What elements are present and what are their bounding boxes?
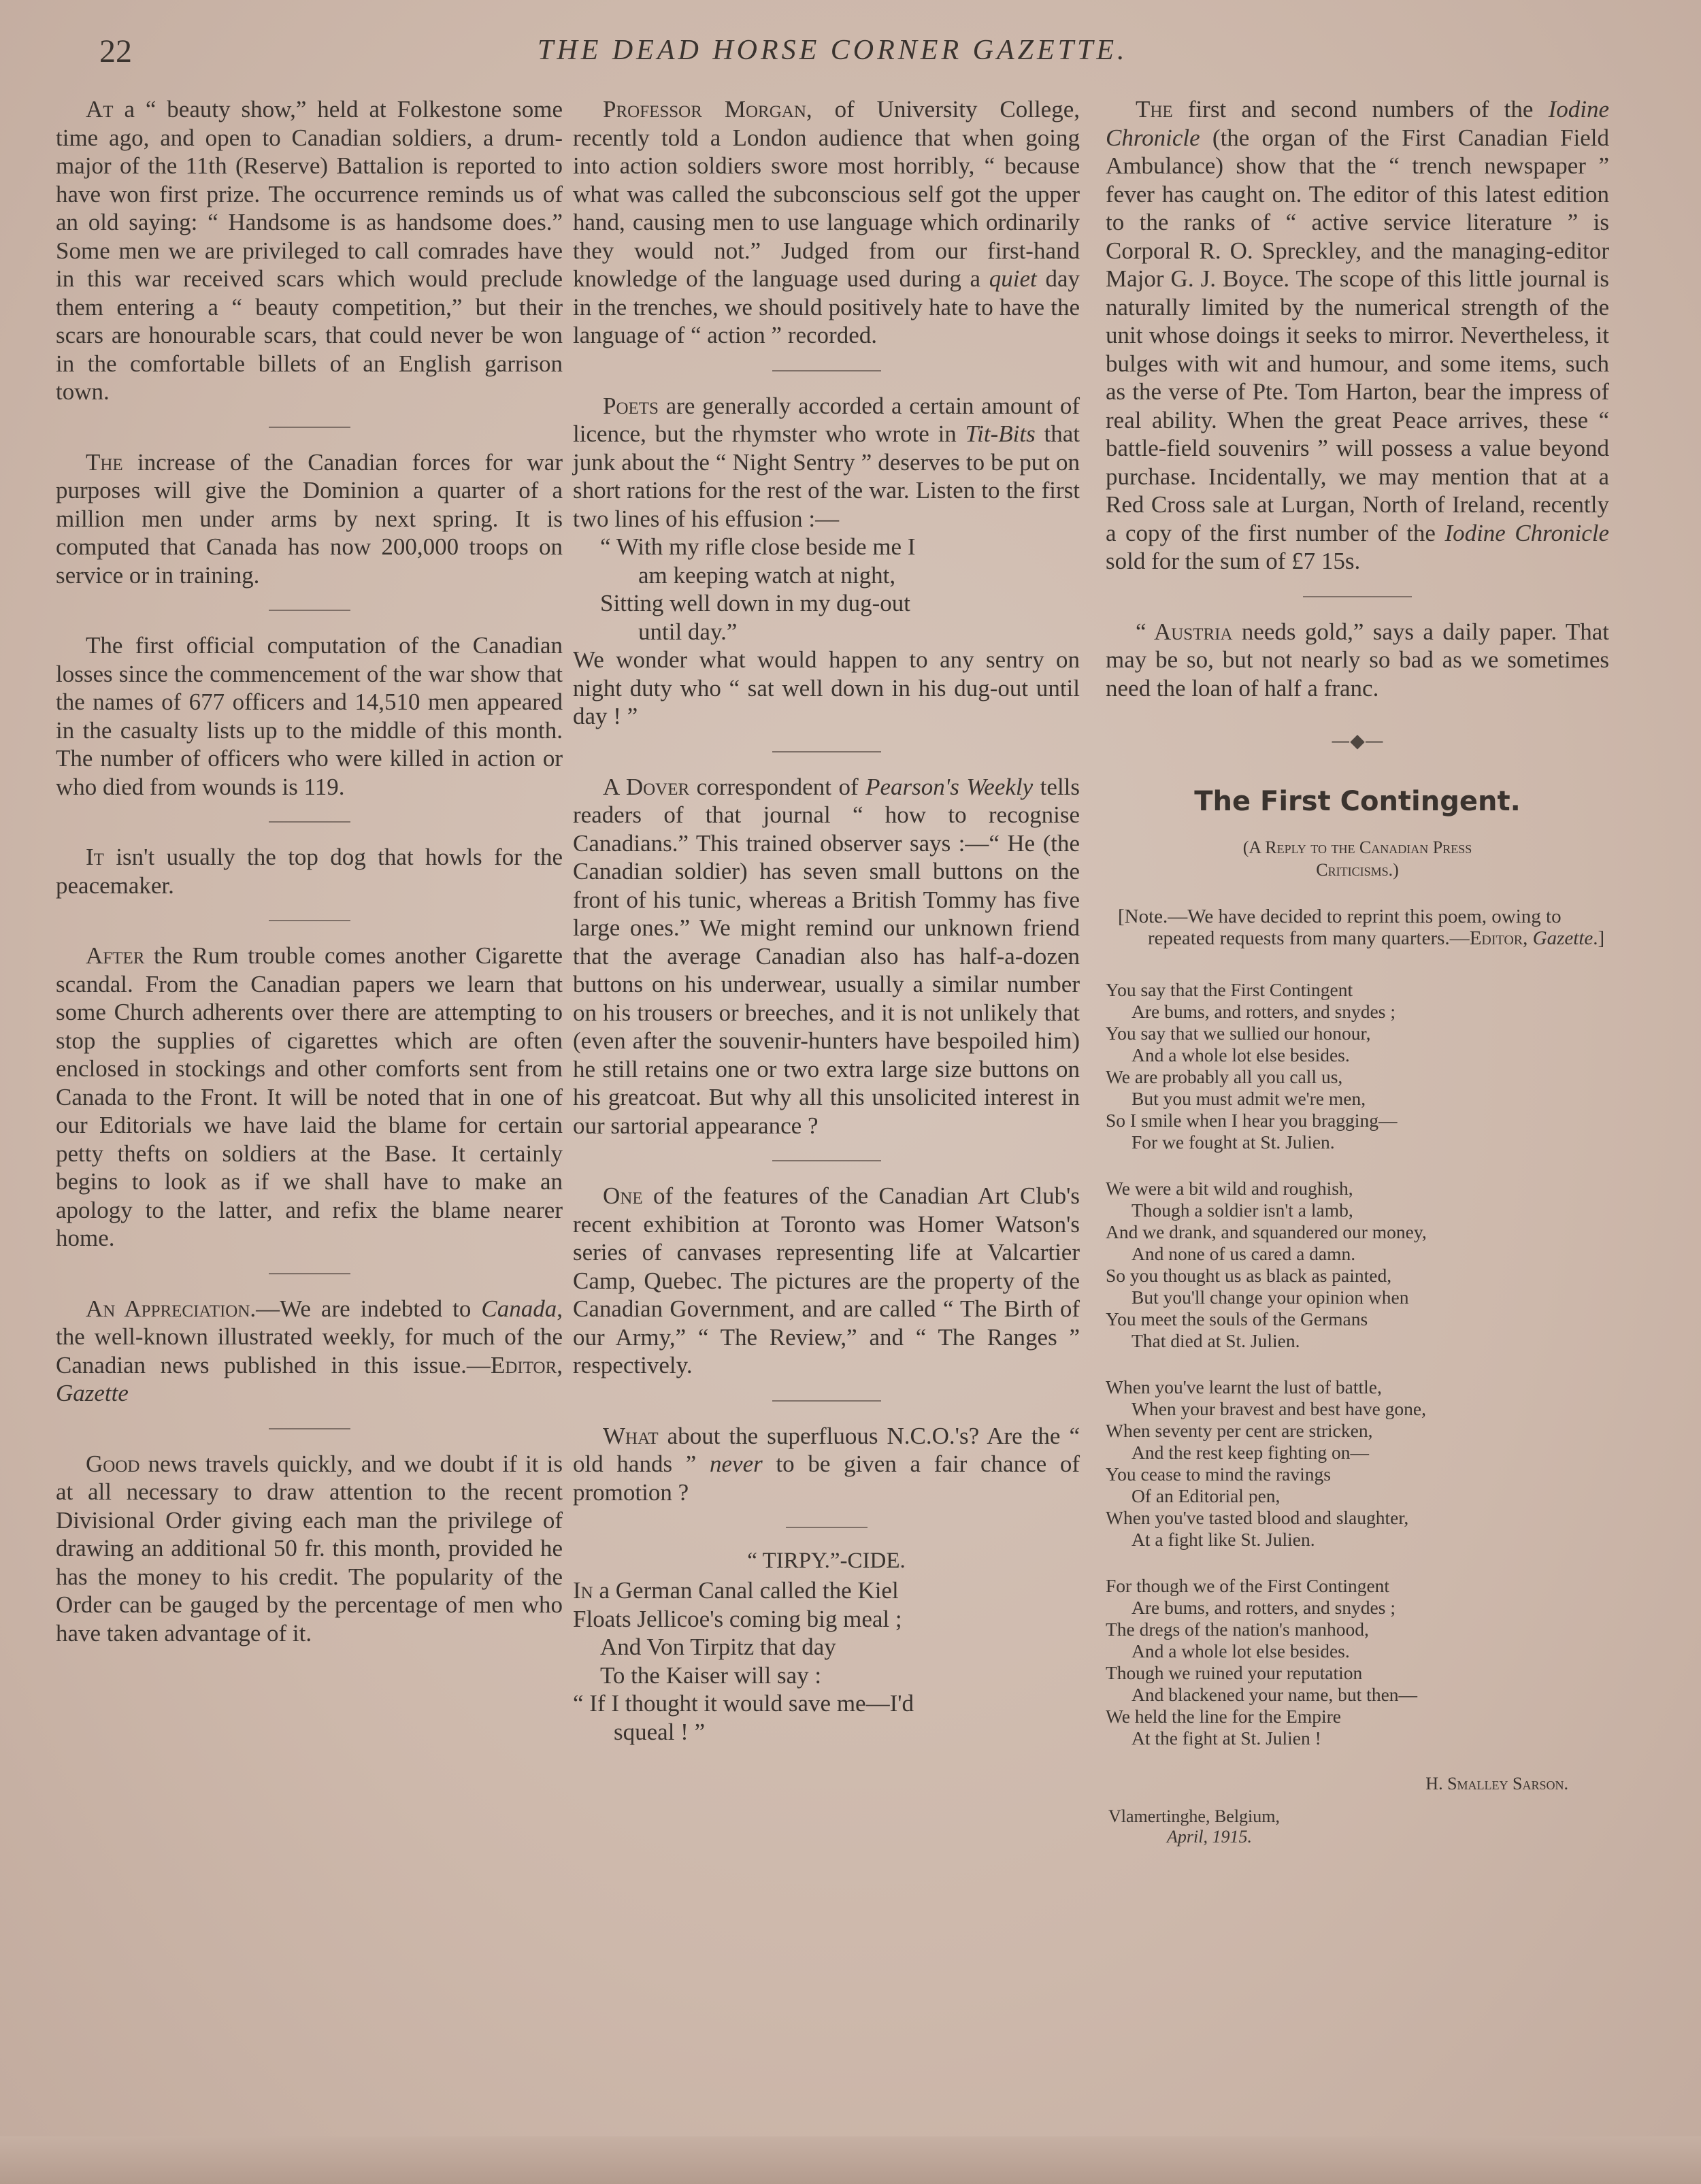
divider bbox=[772, 1400, 881, 1402]
article-iodine-chronicle: The first and second numbers of the Iodine Chronicle (the organ of the First Canadian Field Ambulance) show that the “ trench newspaper ” fever has caught on. The editor of this latest edition to the ranks of “ active service literature ” is Corporal R. O. Spreckley, and the managing-editor Major G. J. Boyce. The scope of this little journal is naturally limited by the numerical strength of the unit whose doings it seeks to mirror. Nevertheless, it bulges with wit and humour, and some items, such as the verse of Pte. Tom Harton, bear the impress of real ability. When the great Peace arrives, these “ battle-field souvenirs ” will possess a value beyond purchase. Incidentally, we may mention that at a Red Cross sale at Lurgan, North of Ireland, recently a copy of the first number of the Iodine Chronicle sold for the sum of £7 15s. bbox=[1106, 96, 1609, 574]
column-1 bbox=[56, 95, 563, 1647]
poem-editor-note: [Note.—We have decided to reprint this poem, owing to repeated requests from many quarters.—Editor, Gazette.] bbox=[1118, 906, 1605, 949]
poem-place: Vlamertinghe, Belgium, bbox=[1108, 1806, 1281, 1826]
divider bbox=[772, 1160, 881, 1161]
article-canadian-losses: The first official computation of the Canadian losses since the commencement of the war show that the names of 677 officers and 14,510 men appeared in the casualty lists up to the middle of this month. The number of officers who were killed in action or who died from wounds is 119. bbox=[56, 632, 563, 800]
column-2 bbox=[573, 95, 1080, 1746]
gazette-title: THE DEAD HORSE CORNER GAZETTE. bbox=[538, 35, 1128, 66]
article-dover-correspondent: A Dover correspondent of Pearson's Weekly tells readers of that journal “ how to recognise Canadians.” This trained observer says :—“ He (the Canadian soldier) has seven small buttons on the front of his tunic, whereas a British Tommy has five large ones.” We might remind our unknown friend that the average Canadian also has half-a-dozen buttons on his underwear, usually a similar number on his trousers or breeches, and it is not unlikely that (even after the souvenir-hunters have bespoiled him) he still retains one or two extra large size buttons on his greatcoat. But why all this unsolicited interest in our sartorial appearance ? bbox=[573, 773, 1080, 1139]
ornament-divider: —◆— bbox=[1331, 729, 1384, 752]
divider bbox=[772, 370, 881, 371]
article-top-dog: It isn't usually the top dog that howls for the peacemaker. bbox=[56, 844, 563, 899]
tirpy-title: “ TIRPY.”-CIDE. bbox=[747, 1549, 906, 1573]
article-poets: Poets are generally accorded a certain amount of licence, but the rhymster who wrote in Tit-Bits that junk about the “ Night Sentry ” deserves to be put on short rations for the rest of the war. Listen to the first two lines of his effusion :— bbox=[573, 392, 1080, 532]
divider bbox=[269, 920, 350, 921]
divider bbox=[269, 610, 350, 611]
article-good-news: Good news travels quickly, and we doubt if it is at all necessary to draw attention to the recent Divisional Order giving each man the privilege of drawing an additional 50 fr. this month, provided he has the money to his credit. The popularity of the Order can be gauged by the percentage of men who have taken advantage of it. bbox=[56, 1450, 563, 1647]
page-number: 22 bbox=[99, 33, 132, 69]
tirpy-verse: In a German Canal called the Kiel Floats Jellicoe's coming big meal ; And Von Tirpitz that day To the Kaiser will say : “ If I thought it would save me—I'd squeal ! ” bbox=[573, 1577, 914, 1745]
night-sentry-verse: “ With my rifle close beside me I am keeping watch at night, Sitting well down in my dug-out until day.” bbox=[600, 533, 916, 645]
article-professor-morgan: Professor Morgan, of University College, recently told a London audience that when going into action soldiers swore most horribly, “ because what was called the subconscious self got the upper hand, causing men to use language which ordinarily they would not.” Judged from our first-hand knowledge of the language used during a quiet day in the trenches, we should positively hate to have the language of “ action ” recorded. bbox=[573, 96, 1080, 348]
article-austria: “ Austria needs gold,” says a daily paper. That may be so, but not nearly so bad as we sometimes need the loan of half a franc. bbox=[1106, 618, 1609, 701]
divider bbox=[269, 1428, 350, 1429]
poem-author: H. Smalley Sarson. bbox=[1425, 1774, 1568, 1793]
divider bbox=[269, 821, 350, 823]
poem-subtitle: (A Reply to the Canadian Press Criticisms.) bbox=[1242, 838, 1472, 880]
poem-stanza: For though we of the First Contingent Are bums, and rotters, and snydes ; The dregs of the nation's manhood, And a whole lot else besides. Though we ruined your reputation And blackened your name, but then— We held the line for the Empire At the fight at St. Julien ! bbox=[1106, 1575, 1418, 1749]
article-canadian-forces: The increase of the Canadian forces for war purposes will give the Dominion a quarter of a million men under arms by next spring. It is computed that Canada has now 200,000 troops on service or in training. bbox=[56, 448, 563, 589]
poem-title: The First Contingent. bbox=[1194, 786, 1521, 817]
article-poets-continued: We wonder what would happen to any sentry on night duty who “ sat well down in his dug-out until day ! ” bbox=[573, 646, 1080, 729]
poem-stanza: You say that the First Contingent Are bums, and rotters, and snydes ; You say that we sullied our honour, And a whole lot else besides. We are probably all you call us, But you must admit we're men, So I smile when I hear you bragging— For we fought at St. Julien. bbox=[1106, 979, 1398, 1153]
article-cigarette-scandal: After the Rum trouble comes another Cigarette scandal. From the Canadian papers we learn that some Church adherents over there are attempting to stop the supplies of cigarettes which are often enclosed in stockings and other comforts sent from Canada to the Front. It will be noted that in one of our Editorials we have laid the blame for certain petty thefts on soldiers at the Base. It certainly begins to look as if we shall have to make an apology to the latter, and refix the blame nearer home. bbox=[56, 942, 563, 1251]
article-appreciation: An Appreciation.—We are indebted to Canada, the well-known illustrated weekly, for much of the Canadian news published in this issue.—Editor, Gazette bbox=[56, 1295, 563, 1406]
divider bbox=[269, 1273, 350, 1274]
article-beauty-show: At a “ beauty show,” held at Folkestone some time ago, and open to Canadian soldiers, a drum-major of the 11th (Reserve) Battalion is reported to have won first prize. The occurrence reminds us of an old saying: “ Handsome is as handsome does.” Some men we are privileged to call comrades have in this war received scars which would preclude them entering a “ beauty competition,” but their scars are honourable scars, that could never be won in the comfortable billets of an English garrison town. bbox=[56, 96, 563, 405]
poem-date: April, 1915. bbox=[1167, 1827, 1252, 1847]
divider bbox=[1303, 596, 1412, 597]
article-art-club: One of the features of the Canadian Art Club's recent exhibition at Toronto was Homer Watson's series of canvases representing life at Valcartier Camp, Quebec. The pictures are the property of the Canadian Government, and are called “ The Birth of our Army,” “ The Review,” and “ The Ranges ” respectively. bbox=[573, 1182, 1080, 1378]
divider bbox=[772, 751, 881, 752]
column-3 bbox=[1106, 95, 1609, 1847]
page-bottom-fold bbox=[0, 2136, 1701, 2184]
divider bbox=[786, 1527, 868, 1528]
divider bbox=[269, 427, 350, 428]
poem-stanza: We were a bit wild and roughish, Though a soldier isn't a lamb, And we drank, and squandered our money, And none of us cared a damn. So you thought us as black as painted, But you'll change your opinion when You meet the souls of the Germans That died at St. Julien. bbox=[1106, 1178, 1427, 1351]
poem-stanza: When you've learnt the lust of battle, When your bravest and best have gone, When seventy per cent are stricken, And the rest keep fighting on— You cease to mind the ravings Of an Editorial pen, When you've tasted blood and slaughter, At a fight like St. Julien. bbox=[1106, 1376, 1426, 1550]
page-header bbox=[0, 33, 1701, 73]
article-nco: What about the superfluous N.C.O.'s? Are the “ old hands ” never to be given a fair chance of promotion ? bbox=[573, 1422, 1080, 1506]
